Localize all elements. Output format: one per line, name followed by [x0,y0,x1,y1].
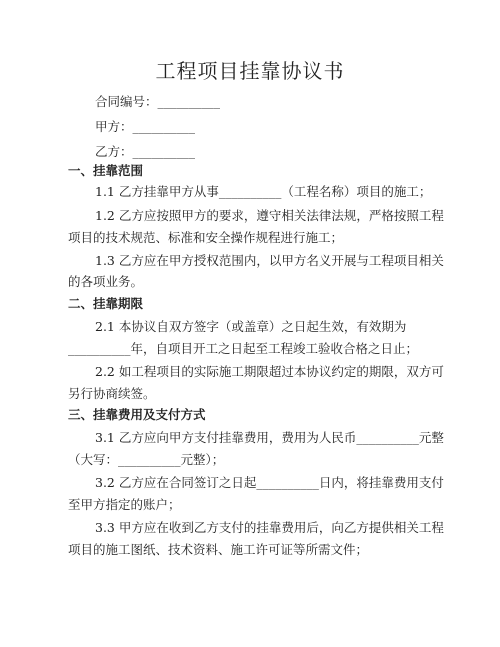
section-heading-term: 二、挂靠期限 [68,296,144,311]
clause-3-2-cont: 至甲方指定的账户； [68,497,181,512]
clause-3-3-cont: 项目的施工图纸、技术资料、施工许可证等所需文件； [68,542,369,557]
clause-1-1: 1.1 乙方挂靠甲方从事__________（工程名称）项目的施工； [95,184,432,199]
clause-1-2-cont: 项目的技术规范、标准和安全操作规程进行施工； [68,230,344,245]
clause-2-1-cont: __________年，自项目开工之日起至工程竣工验收合格之日止； [68,341,419,356]
clause-1-2: 1.2 乙方应按照甲方的要求，遵守相关法律法规，严格按照工程 [95,208,444,223]
clause-2-2: 2.2 如工程项目的实际施工期限超过本协议约定的期限，双方可 [95,364,444,379]
party-a-field: 甲方：__________ [95,119,196,134]
contract-number-field: 合同编号：__________ [95,94,221,109]
section-heading-scope: 一、挂靠范围 [68,163,144,178]
clause-2-1: 2.1 本协议自双方签字（或盖章）之日起生效，有效期为 [95,319,407,334]
section-heading-fees: 三、挂靠费用及支付方式 [68,407,206,422]
clause-3-1-cont: （大写：__________元整）； [68,452,225,467]
party-b-field: 乙方：__________ [95,144,196,159]
clause-2-2-cont: 另行协商续签。 [68,386,156,401]
clause-3-1: 3.1 乙方应向甲方支付挂靠费用，费用为人民币__________元整 [95,430,444,445]
document-title: 工程项目挂靠协议书 [155,59,345,83]
clause-3-2: 3.2 乙方应在合同签订之日起__________日内，将挂靠费用支付 [95,475,444,490]
clause-1-3: 1.3 乙方应在甲方授权范围内，以甲方名义开展与工程项目相关 [95,253,444,268]
clause-3-3: 3.3 甲方应在收到乙方支付的挂靠费用后，向乙方提供相关工程 [95,520,444,535]
clause-1-3-cont: 的各项业务。 [68,274,144,289]
